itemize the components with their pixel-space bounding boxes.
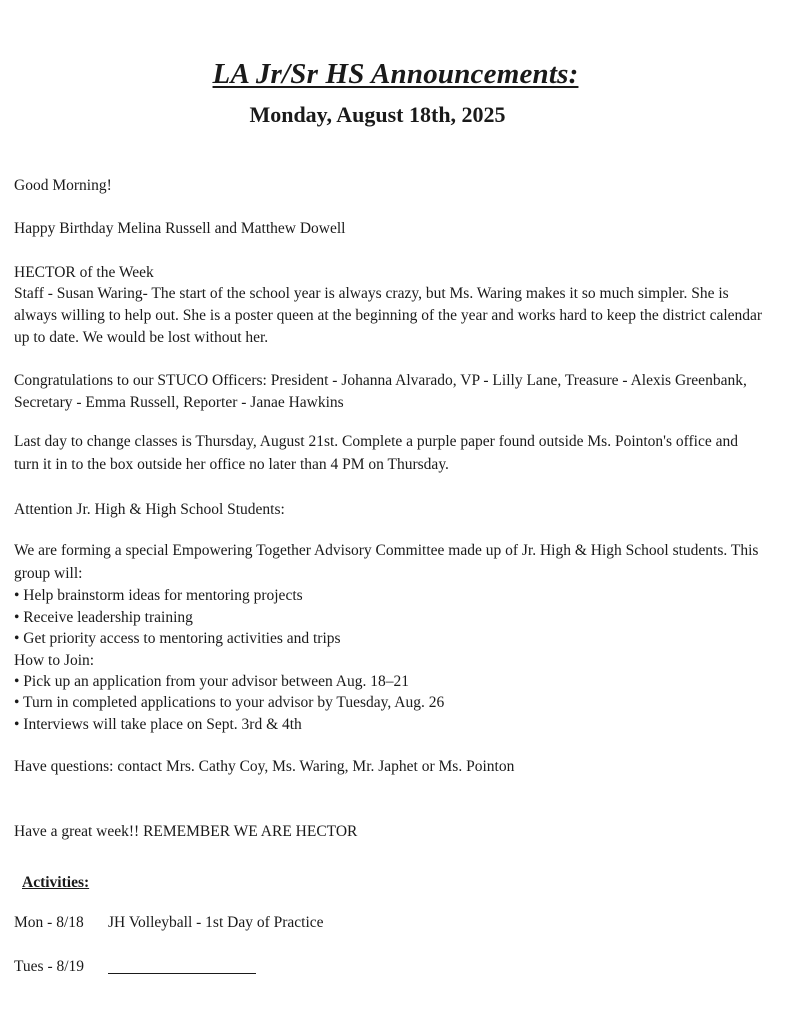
stuco-line: Congratulations to our STUCO Officers: President - Johanna Alvarado, VP - Lilly Lane, Treasure - Alexis Greenbank, — [14, 372, 747, 389]
birthday-text: Happy Birthday Melina Russell and Matthew Dowell — [14, 220, 346, 237]
committee-line: group will: — [14, 565, 83, 582]
attention-text: Attention Jr. High & High School Students: — [14, 501, 285, 518]
join-bullet: • Turn in completed applications to your advisor by Tuesday, Aug. 26 — [14, 694, 445, 711]
classes-line: Last day to change classes is Thursday, August 21st. Complete a purple paper found outside Ms. Pointon's office and — [14, 433, 738, 450]
hector-line: Staff - Susan Waring- The start of the school year is always crazy, but Ms. Waring makes it so much simpler. She is — [14, 285, 729, 302]
group-bullet: • Get priority access to mentoring activities and trips — [14, 630, 341, 647]
activity-text: JH Volleyball - 1st Day of Practice — [108, 914, 324, 931]
join-bullet: • Interviews will take place on Sept. 3rd & 4th — [14, 716, 302, 733]
closing-text: Have a great week!! REMEMBER WE ARE HECTOR — [14, 823, 358, 840]
page-date: Monday, August 18th, 2025 — [249, 102, 506, 127]
join-bullet: • Pick up an application from your advisor between Aug. 18–21 — [14, 673, 410, 690]
activities-heading: Activities: — [22, 874, 90, 891]
hector-line: up to date. We would be lost without her. — [14, 329, 269, 346]
group-bullet: • Receive leadership training — [14, 609, 193, 626]
hector-line: always willing to help out. She is a poster queen at the beginning of the year and works hard to keep the district calendar — [14, 307, 763, 324]
stuco-line: Secretary - Emma Russell, Reporter - Janae Hawkins — [14, 394, 344, 411]
activity-day: Tues - 8/19 — [14, 958, 85, 975]
how-to-join-text: How to Join: — [14, 652, 95, 669]
activity-blank-line — [108, 973, 256, 974]
questions-text: Have questions: contact Mrs. Cathy Coy, Ms. Waring, Mr. Japhet or Ms. Pointon — [14, 758, 515, 775]
classes-line: turn it in to the box outside her office no later than 4 PM on Thursday. — [14, 456, 449, 473]
page-title: LA Jr/Sr HS Announcements: — [212, 58, 579, 90]
hector-heading: HECTOR of the Week — [14, 264, 154, 281]
activity-day: Mon - 8/18 — [14, 914, 84, 931]
greeting-text: Good Morning! — [14, 177, 112, 194]
committee-line: We are forming a special Empowering Together Advisory Committee made up of Jr. High & High School students. This — [14, 542, 759, 559]
group-bullet: • Help brainstorm ideas for mentoring projects — [14, 587, 303, 604]
